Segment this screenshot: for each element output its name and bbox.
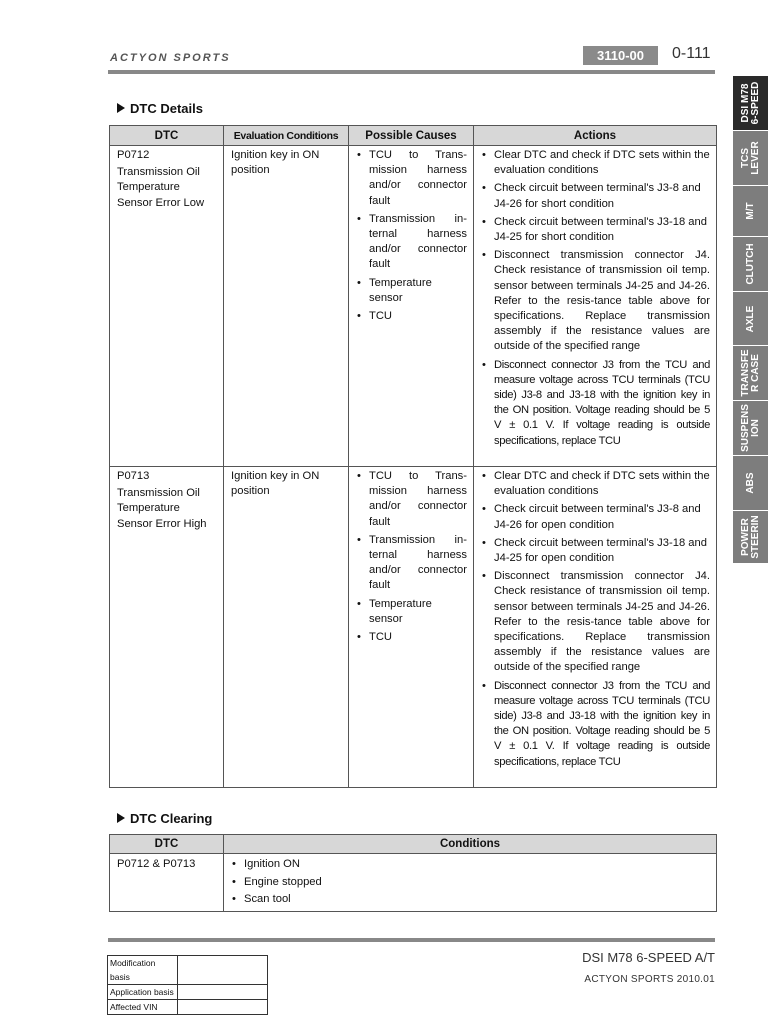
col-header-dtc: DTC: [110, 835, 224, 854]
side-tab-label: ABS: [744, 472, 756, 494]
list-item: • Temperature sensor: [356, 276, 467, 306]
section-code-badge: 3110-00: [583, 46, 658, 65]
table-row: [110, 854, 717, 912]
table-row: [108, 956, 268, 985]
dtc-cell: P0712 & P0713: [110, 854, 224, 912]
footer-rule: [108, 938, 715, 942]
mod-value: [178, 956, 268, 985]
mod-label: Affected VIN: [108, 1000, 178, 1015]
side-tab-dsi-m78[interactable]: [733, 76, 768, 131]
causes-cell: [349, 146, 474, 467]
dtc-details-table: [109, 125, 717, 788]
triangle-bullet-icon: [117, 813, 125, 823]
side-tab-label: SUSPENS ION: [739, 404, 761, 452]
footer-title: DSI M78 6-SPEED A/T: [582, 950, 715, 965]
side-tab-label: CLUTCH: [744, 243, 756, 285]
col-header-causes: Possible Causes: [349, 126, 474, 146]
table-header-row: [110, 126, 717, 146]
side-tab-power-steering[interactable]: [733, 511, 768, 564]
side-tab-abs[interactable]: [733, 456, 768, 511]
list-item: • Temperature sensor: [356, 597, 467, 627]
list-item: • TCU to Trans-mission harness and/or connector fault: [356, 148, 467, 209]
side-tab-label: POWER STEERIN: [739, 515, 761, 559]
actions-cell: [474, 146, 717, 467]
side-tab-mt[interactable]: [733, 186, 768, 237]
table-row: [110, 146, 717, 467]
col-header-evaluation: Evaluation Conditions: [224, 126, 349, 146]
side-tab-clutch[interactable]: [733, 237, 768, 292]
modification-table: [107, 955, 268, 1015]
header-rule: [108, 70, 715, 74]
table-header-row: [110, 835, 717, 854]
list-item: • Clear DTC and check if DTC sets within the evaluation conditions: [481, 148, 710, 178]
dtc-clearing-heading: [117, 811, 212, 826]
side-tab-label: M/T: [744, 202, 756, 220]
side-tab-label: DSI M78 6-SPEED: [739, 81, 761, 125]
mod-value: [178, 1000, 268, 1015]
list-item: • Clear DTC and check if DTC sets within the evaluation conditions: [481, 469, 710, 499]
side-tab-transfer-case[interactable]: [733, 346, 768, 401]
page-number: 0-111: [672, 45, 711, 62]
dtc-cell: [110, 467, 224, 788]
dtc-clearing-title: DTC Clearing: [130, 811, 213, 826]
list-item: • TCU: [356, 309, 467, 324]
list-item: • Check circuit between terminal's J3-8 and J4-26 for open condition: [481, 502, 710, 532]
dtc-details-title: DTC Details: [130, 101, 203, 116]
list-item: • Disconnect connector J3 from the TCU and measure voltage across TCU terminals (TCU side) J3-8 and J3-18 with the ignition key in the ON position. Voltage reading should be 5 V ± 0.1 V. If voltage reading is outside specifications, replace TCU: [481, 358, 710, 449]
dtc-name: Transmission Oil Temperature Sensor Error High: [117, 487, 207, 530]
evaluation-cell: [224, 467, 349, 788]
list-item: • TCU to Trans-mission harness and/or connector fault: [356, 469, 467, 530]
actions-cell: [474, 467, 717, 788]
mod-label: Modification basis: [108, 956, 178, 985]
list-item: • Ignition ON: [231, 856, 710, 874]
side-tab-tcs-lever[interactable]: [733, 131, 768, 186]
side-tab-suspension[interactable]: [733, 401, 768, 456]
side-tab-axle[interactable]: [733, 292, 768, 346]
list-item: • Disconnect transmission connector J4. Check resistance of transmission oil temp. sensor between terminals J4-25 and J4-26. Refer to the resis-tance table above for specifications. Replace transmission assembly if the resistance values are outside of the specified range: [481, 248, 710, 354]
mod-label: Application basis: [108, 985, 178, 1000]
list-item: • Check circuit between terminal's J3-18 and J4-25 for open condition: [481, 536, 710, 566]
list-item: • Disconnect transmission connector J4. Check resistance of transmission oil temp. sensor between terminals J4-25 and J4-26. Refer to the resis-tance table above for specifications. Replace transmission assembly if the resistance values are outside of the specified range: [481, 569, 710, 675]
table-row: [108, 1000, 268, 1015]
col-header-conditions: Conditions: [224, 835, 717, 854]
list-item: • Transmission in-ternal harness and/or connector fault: [356, 533, 467, 594]
table-row: [108, 985, 268, 1000]
footer-subtitle: ACTYON SPORTS 2010.01: [584, 974, 715, 985]
mod-value: [178, 985, 268, 1000]
dtc-details-heading: [117, 101, 203, 116]
list-item: • Engine stopped: [231, 874, 710, 892]
list-item: • Check circuit between terminal's J3-18 and J4-25 for short condition: [481, 215, 710, 245]
table-row: [110, 467, 717, 788]
dtc-clearing-table: [109, 834, 717, 912]
list-item: • Scan tool: [231, 891, 710, 909]
list-item: • Transmission in-ternal harness and/or connector fault: [356, 212, 467, 273]
side-tab-label: TRANSFE R CASE: [739, 349, 761, 397]
list-item: • Check circuit between terminal's J3-8 and J4-26 for short condition: [481, 181, 710, 211]
conditions-cell: [224, 854, 717, 912]
dtc-code: P0712: [117, 149, 150, 161]
brand-logo: ACTYON SPORTS: [110, 52, 231, 64]
list-item: • TCU: [356, 630, 467, 645]
causes-cell: [349, 467, 474, 788]
col-header-dtc: DTC: [110, 126, 224, 146]
side-tab-label: AXLE: [744, 305, 756, 332]
evaluation-text: Ignition key in ON position: [231, 149, 320, 177]
dtc-cell: [110, 146, 224, 467]
dtc-name: Transmission Oil Temperature Sensor Error Low: [117, 166, 205, 209]
triangle-bullet-icon: [117, 103, 125, 113]
list-item: • Disconnect connector J3 from the TCU and measure voltage across TCU terminals (TCU side) J3-8 and J3-18 with the ignition key in the ON position. Voltage reading should be 5 V ± 0.1 V. If voltage reading is outside specifications, replace TCU: [481, 679, 710, 770]
col-header-actions: Actions: [474, 126, 717, 146]
evaluation-text: Ignition key in ON position: [231, 470, 320, 498]
dtc-code: P0713: [117, 470, 150, 482]
side-tab-label: TCS LEVER: [739, 141, 761, 175]
evaluation-cell: [224, 146, 349, 467]
